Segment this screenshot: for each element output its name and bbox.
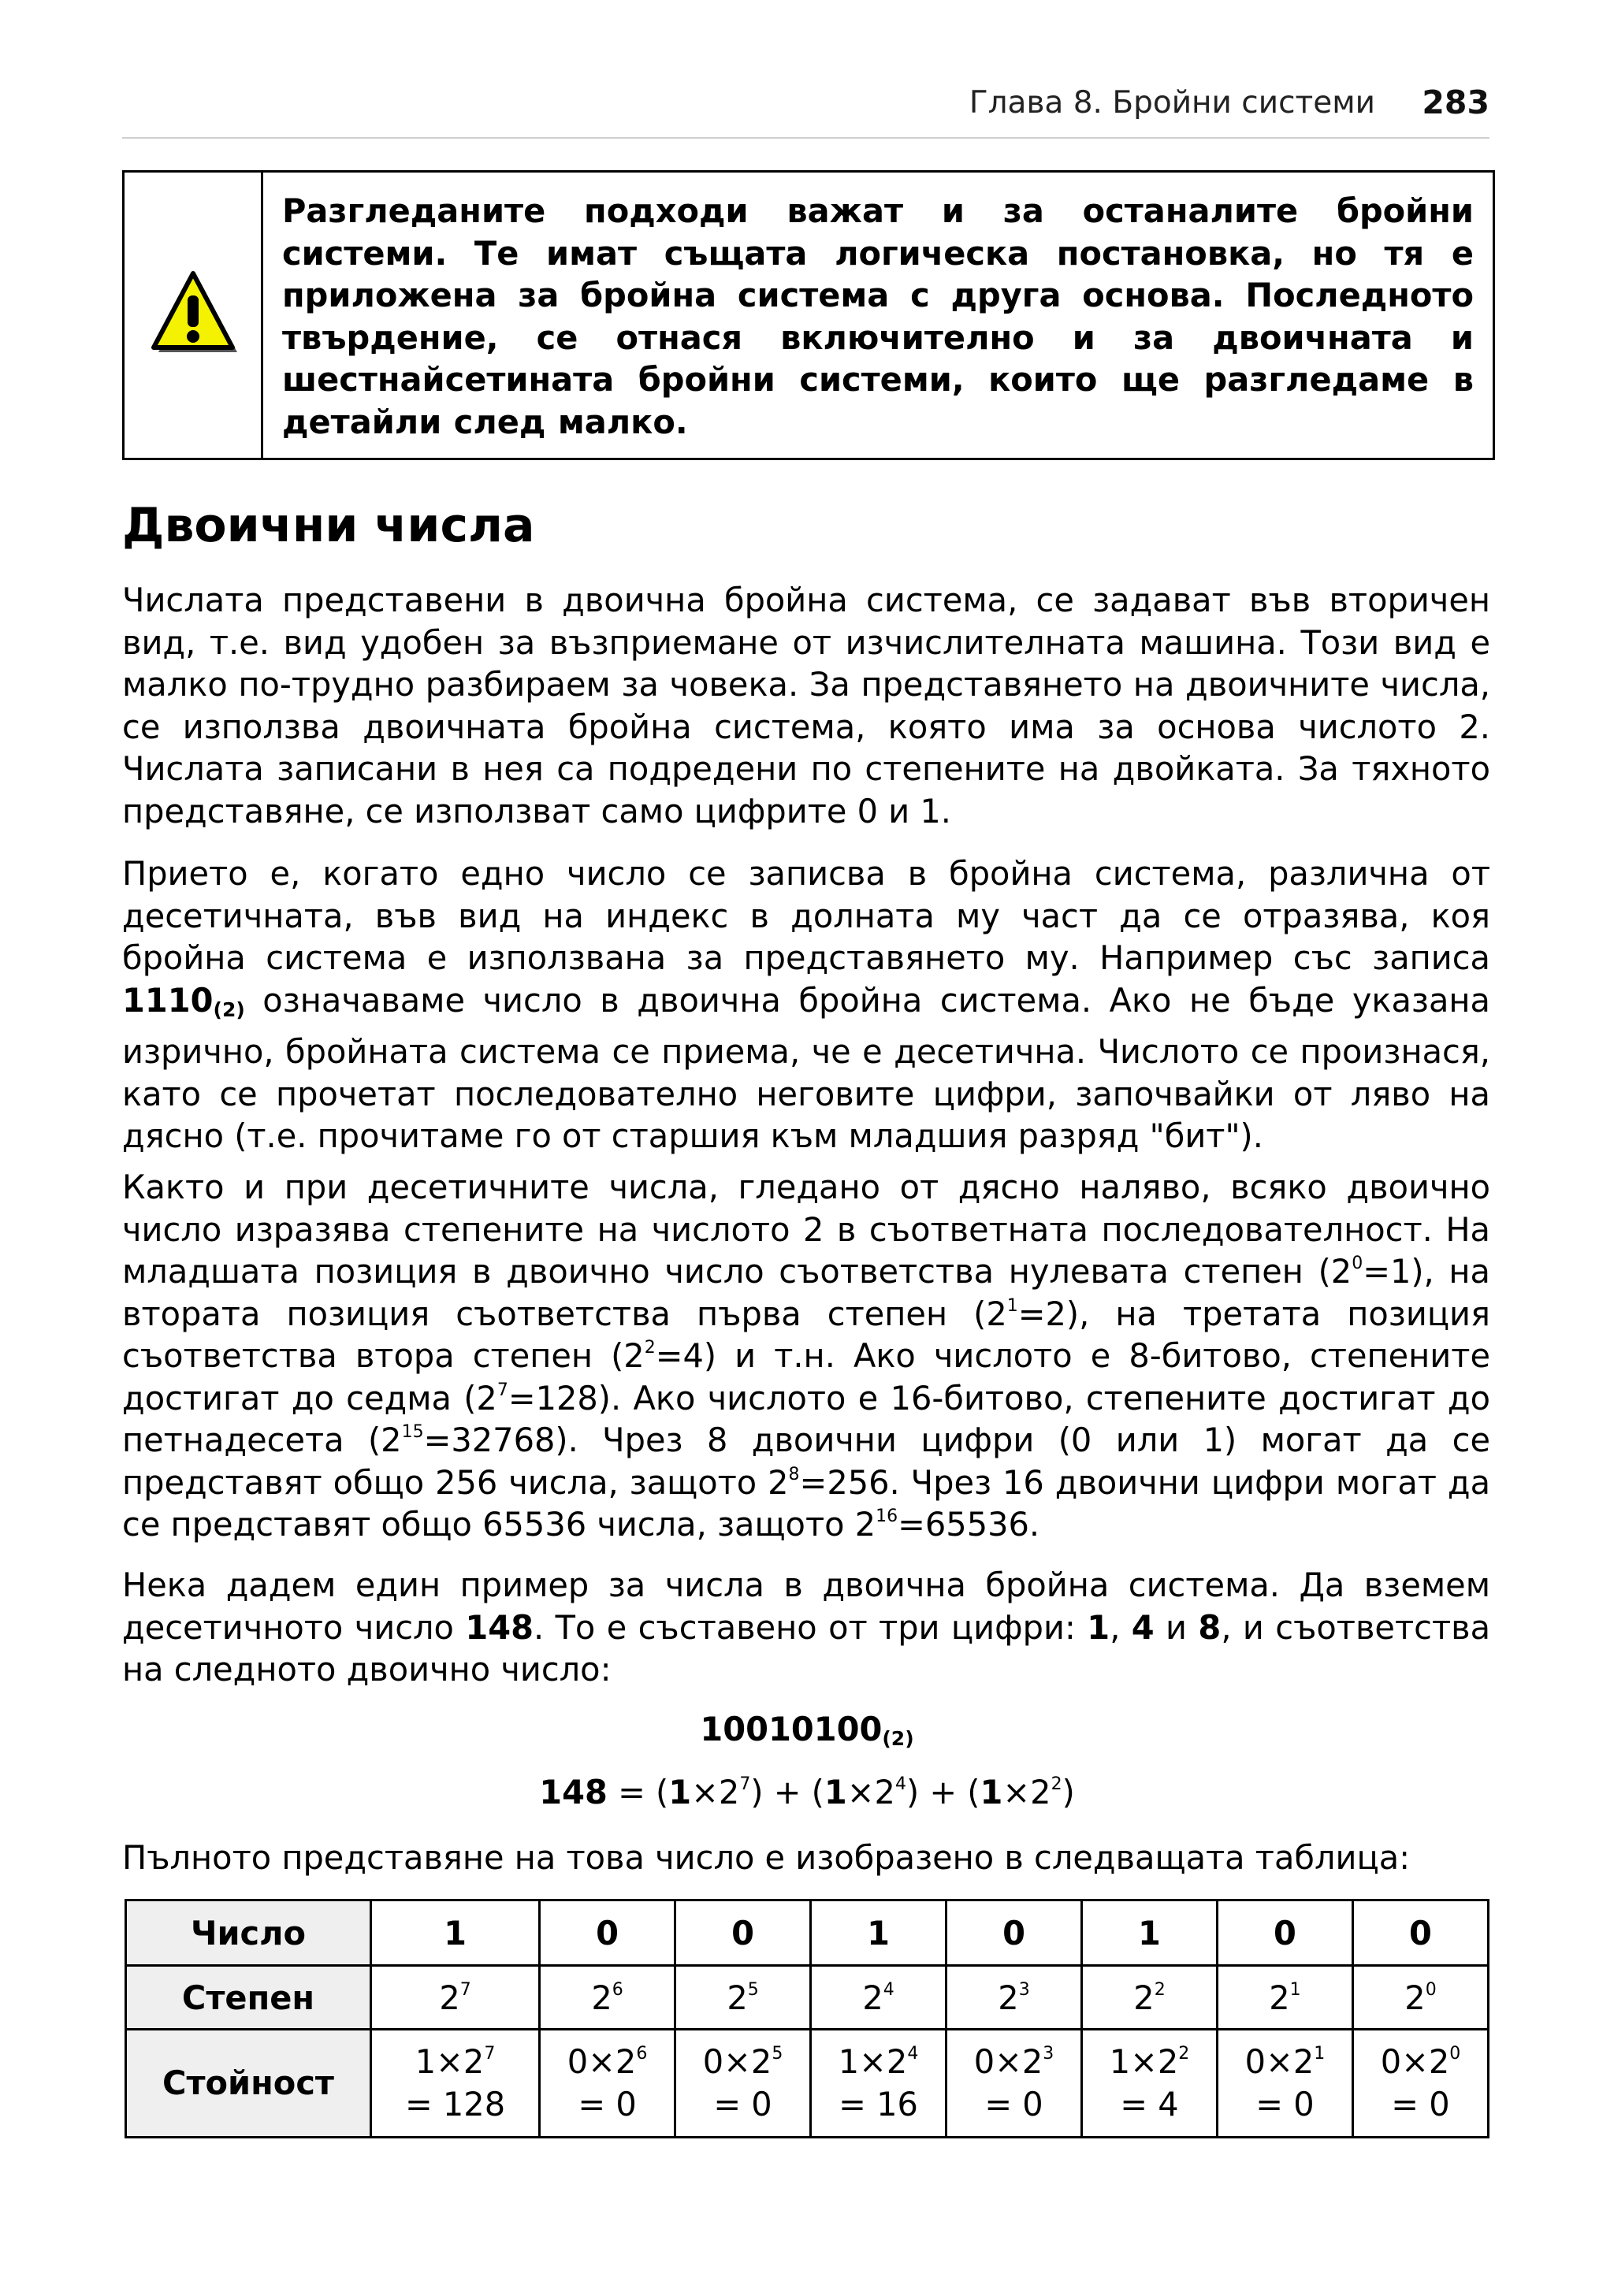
note-text: Разгледаните подходи важат и за останалите бройни системи. Те имат същата логическа постановка, но тя е приложена за бройна система с друга основа. Последното твърдение, се отнася включително и за двоичната и шестнайсетината бройни системи, които ще разгледаме в детайли след малко. <box>282 191 1474 441</box>
table-cell: $0\times 2^0$ = 0 <box>1352 2030 1488 2138</box>
table-cell: $2^5$ <box>675 1966 811 2030</box>
paragraph-4: Нека дадем един пример за числа в двоична бройна система. Да вземем десетичното число 148. То е съставено от три цифри: 1, 4 и 8, и съответства на следното двоично число: <box>122 1566 1491 1689</box>
expansion-formula: $148 = (1\times 2^7) + (1\times 2^4) + (1\times 2^2)$ <box>539 1773 1075 1811</box>
binary-table <box>125 1899 1489 2138</box>
table-cell: $2^6$ <box>540 1966 675 2030</box>
row-header: Стойност <box>126 2030 371 2138</box>
paragraph-5: Пълното представяне на това число е изобразено в следващата таблица: <box>122 1838 1411 1877</box>
binary-example: 1110 <box>122 980 214 1020</box>
chapter-title: Глава 8. Бройни системи <box>969 85 1375 121</box>
page-number: 283 <box>1422 84 1489 121</box>
binary-formula: $10010100_{(2)}$ <box>700 1710 914 1750</box>
table-cell: 1 <box>371 1900 540 1966</box>
note-box <box>122 170 1495 460</box>
warning-icon <box>149 270 240 359</box>
table-cell: $1\times 2^4$ = 16 <box>811 2030 946 2138</box>
table-cell: 0 <box>946 1900 1082 1966</box>
table-cell: $0\times 2^6$ = 0 <box>540 2030 675 2138</box>
table-cell: $0\times 2^5$ = 0 <box>675 2030 811 2138</box>
table-cell: 0 <box>1217 1900 1352 1966</box>
paragraph-3: Както и при десетичните числа, гледано от дясно наляво, всяко двоично число изразява степените на числото 2 в съответната последователност. На младшата позиция в двоично число съответства нулевата степен $(2^0=1)$, на втората позиция съответства първа степен $(2^1=2)$, на третата позиция съответства втора степен $(2^2=4)$ и т.н. Ако числото е 8-битово, степените достигат до седма $(2^7=128)$. Ако числото е 16-битово, степените достигат до петнадесета $(2^{15}=32768)$. Чрез 8 двоични цифри (0 или 1) могат да се представят общо 256 числа, защото $2^8=256$. Чрез 16 двоични цифри могат да се представят общо 65536 числа, защото $2^{16}=65536$. <box>122 1168 1490 1544</box>
table-cell: 0 <box>1352 1900 1488 1966</box>
row-header: Степен <box>126 1966 371 2030</box>
table-cell: $2^7$ <box>371 1966 540 2030</box>
table-cell: $2^3$ <box>946 1966 1082 2030</box>
table-cell: $0\times 2^1$ = 0 <box>1217 2030 1352 2138</box>
table-cell: 1 <box>811 1900 946 1966</box>
note-icon-cell <box>125 173 263 458</box>
table-cell: $2^0$ <box>1352 1966 1488 2030</box>
page-header <box>122 77 1489 139</box>
paragraph-2: Прието е, когато едно число се записва в бройна система, различна от десетичната, във вид на индекс в долната му част да се отразява, коя бройна система е използвана за представянето му. Например със записа $1110_{(2)}$ означаваме число в двоична бройна система. Ако не бъде указана изрично, бройната система се приема, че е десетична. Числото се произнася, като се прочетат последователно неговите цифри, започвайки от ляво на дясно (т.е. прочитаме го от старшия към младшия разряд "бит"). <box>122 854 1490 1155</box>
table-row <box>126 1900 1489 1966</box>
table-cell: $0\times 2^3$ = 0 <box>946 2030 1082 2138</box>
table-row <box>126 2030 1489 2138</box>
table-cell: 0 <box>540 1900 675 1966</box>
table-cell: $2^4$ <box>811 1966 946 2030</box>
table-cell: $1\times 2^7$ = 128 <box>371 2030 540 2138</box>
table-cell: $2^2$ <box>1082 1966 1218 2030</box>
table-cell: $2^1$ <box>1217 1966 1352 2030</box>
table-row <box>126 1966 1489 2030</box>
table-cell: 1 <box>1082 1900 1218 1966</box>
section-title: Двоични числа <box>122 498 535 553</box>
row-header: Число <box>126 1900 371 1966</box>
table-cell: 0 <box>675 1900 811 1966</box>
table-cell: $1\times 2^2$ = 4 <box>1082 2030 1218 2138</box>
paragraph-1: Числата представени в двоична бройна система, се задават във вторичен вид, т.е. вид удобен за възприемане от изчислителната машина. Този вид е малко по-трудно разбираем за човека. За представянето на двоичните числа, се използва двоичната бройна система, която има за основа числото 2. Числата записани в нея са подредени по степените на двойката. За тяхното представяне, се използват само цифрите 0 и 1. <box>122 581 1490 830</box>
base-index: (2) <box>213 998 245 1021</box>
